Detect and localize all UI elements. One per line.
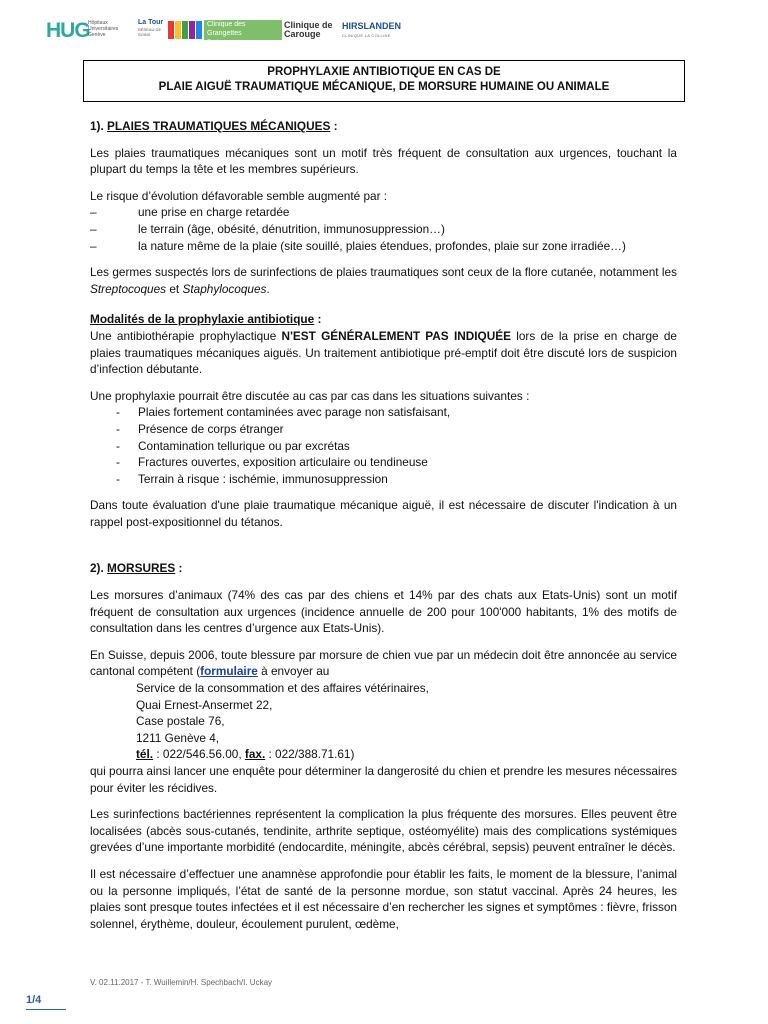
version-footer: V. 02.11.2017 - T. Wuillemin/H. Spechbach/I. Uckay — [90, 978, 273, 987]
list-item: - Présence de corps étranger — [90, 421, 677, 438]
germs-conjunction: et — [166, 281, 183, 296]
tel-value: : 022/546.56.00, — [153, 747, 245, 762]
list-item: – une prise en charge retardée — [90, 204, 677, 221]
modalities-title: Modalités de la prophylaxie antibiotique — [90, 312, 315, 327]
color-block — [168, 21, 174, 39]
bites-paragraph-2 — [90, 647, 677, 680]
color-blocks-logo — [168, 21, 202, 39]
modalities-text-b: lors de la prise en charge de plaies traumatiques mécaniques aiguës. Un traitement antibiotique pré-emptif doit être discuté lors de suspicion d’infection débutante. — [90, 328, 677, 377]
risk-intro: Le risque d’évolution défavorable semble augmenté par : — [90, 188, 388, 203]
grangettes-logo-name: Clinique des Grangettes — [207, 21, 246, 37]
address-block — [90, 680, 677, 763]
document-title-box — [83, 60, 685, 102]
contact-line — [136, 746, 677, 763]
case-list — [90, 404, 677, 487]
germs-paragraph — [90, 264, 677, 297]
section-2-heading — [90, 560, 677, 577]
formulaire-link[interactable]: formulaire — [200, 664, 258, 679]
address-line: Service de la consommation et des affaires vétérinaires, — [136, 681, 429, 696]
heading-colon: : — [314, 312, 322, 327]
heading-colon: : — [175, 561, 183, 576]
document-body — [90, 118, 677, 932]
grangettes-logo-subtitle: Genève — [207, 39, 225, 45]
section-1-number: 1). — [90, 119, 108, 133]
germs-staphylococci: Staphylocoques — [182, 281, 267, 296]
title-line-1: PROPHYLAXIE ANTIBIOTIQUE EN CAS DE — [267, 66, 501, 78]
modalities-heading — [90, 311, 677, 328]
modalities-text-a: Une antibiothérapie prophylactique — [90, 328, 282, 343]
germs-streptococci: Streptocoques — [90, 281, 167, 296]
carouge-logo: Clinique de Carouge — [284, 20, 333, 39]
section-2-number: 2). — [90, 561, 108, 576]
spacer — [90, 540, 677, 560]
section-1-title: PLAIES TRAUMATIQUES MÉCANIQUES — [107, 119, 331, 133]
germs-text: Les germes suspectés lors de surinfections de plaies traumatiques sont ceux de la flore cutanée, notamment les — [90, 265, 677, 280]
latour-logo — [138, 19, 168, 37]
tetanus-paragraph: Dans toute évaluation d'une plaie traumatique mécanique aiguë, il est nécessaire de discuter l'indication à un rappel post-expositionnel du tétanos. — [90, 498, 677, 529]
page-number: 1/4 — [26, 994, 42, 1006]
hirslanden-logo-name: HIRSLANDEN — [342, 21, 402, 31]
title-line-2: PLAIE AIGUË TRAUMATIQUE MÉCANIQUE, DE MORSURE HUMAINE OU ANIMALE — [158, 81, 610, 93]
fax-label: fax. — [244, 747, 266, 762]
germs-end: . — [266, 281, 270, 296]
color-block — [196, 21, 202, 39]
latour-logo-name: La Tour — [138, 19, 164, 26]
heading-colon: : — [330, 119, 338, 133]
list-item: - Fractures ouvertes, exposition articulaire ou tendineuse — [90, 454, 677, 471]
address-line: 1211 Genève 4, — [136, 730, 220, 745]
reporting-text: En Suisse, depuis 2006, toute blessure par morsure de chien vue par un médecin doit être annoncée au service cantonal compétent ( — [90, 647, 677, 679]
list-item: - Plaies fortement contaminées avec parage non satisfaisant, — [90, 404, 677, 421]
list-item: - Contamination tellurique ou par excrétas — [90, 438, 677, 455]
color-block — [189, 21, 195, 39]
case-intro: Une prophylaxie pourrait être discutée au cas par cas dans les situations suivantes : — [90, 388, 530, 403]
hirslanden-logo-subtitle: CLINIQUE LA COLLINE — [342, 33, 391, 38]
address-line: Quai Ernest-Ansermet 22, — [136, 697, 273, 712]
bites-paragraph-3: Les surinfections bactériennes représentent la complication la plus fréquente des morsures. Elles peuvent être localisées (abcès sous-cutanés, tendinite, arthrite septique, ostéomyélite) mais des complications systémiques grevées d’une importante morbidité (endocardite, méningite, abcès cérébral, sepsis) peuvent entraîner le décès. — [90, 807, 677, 855]
hirslanden-logo — [342, 22, 401, 40]
color-block — [175, 21, 181, 39]
section-1-intro: Les plaies traumatiques mécaniques sont un motif très fréquent de consultation aux urgences, touchant la plupart du temps la tête et les membres supérieurs. — [90, 145, 677, 177]
bites-paragraph-1: Les morsures d’animaux (74% des cas par des chiens et 14% par des chats aux Etats-Unis) sont un motif fréquent de consultation aux urgences (incidence annuelle de 200 pour 100'000 habitants, 1% des motifs de consultation dans les centres d’urgence aux Etats-Unis). — [90, 588, 677, 636]
modalities-emphasis: N'EST GÉNÉRALEMENT PAS INDIQUÉE — [281, 328, 511, 343]
tel-label: tél. — [136, 747, 154, 762]
risk-list — [90, 204, 677, 254]
list-item: – la nature même de la plaie (site souillé, plaies étendues, profondes, plaie sur zone irradiée…) — [90, 238, 677, 255]
header-logos — [46, 17, 406, 45]
fax-value: : 022/388.71.61) — [265, 747, 355, 762]
grangettes-logo — [204, 20, 282, 45]
bites-paragraph-2-end: qui pourra ainsi lancer une enquête pour déterminer la dangerosité du chien et prendre les mesures nécessaires pour éviter les récidives. — [90, 764, 677, 795]
hug-logo-subtitle: Hôpitaux Universitaires Genève — [88, 20, 119, 38]
address-line: Case postale 76, — [136, 714, 225, 729]
section-2-title: MORSURES — [107, 561, 176, 576]
list-item: – le terrain (âge, obésité, dénutrition, immunosuppression…) — [90, 221, 677, 238]
hug-logo: HUG — [46, 19, 90, 42]
modalities-paragraph — [90, 328, 677, 378]
reporting-text-b: à envoyer au — [257, 664, 330, 679]
bites-paragraph-4: Il est nécessaire d’effectuer une anamnèse approfondie pour établir les faits, le moment de la blessure, l’animal ou la personne impliqués, l’état de santé de la personne mordue, son statut vaccinal. Après 24 heures, les plaies sont presque toutes infectées et il est nécessaire d’en rechercher les signes et symptômes : fièvre, frisson solennel, érythème, douleur, écoulement purulent, œdème, — [90, 866, 677, 931]
latour-logo-subtitle: RÉSEAU DE SOINS — [138, 27, 162, 37]
list-item: - Terrain à risque : ischémie, immunosuppression — [90, 471, 677, 488]
section-1-heading — [90, 118, 677, 135]
color-block — [182, 21, 188, 39]
page-number-underline — [26, 1009, 66, 1010]
